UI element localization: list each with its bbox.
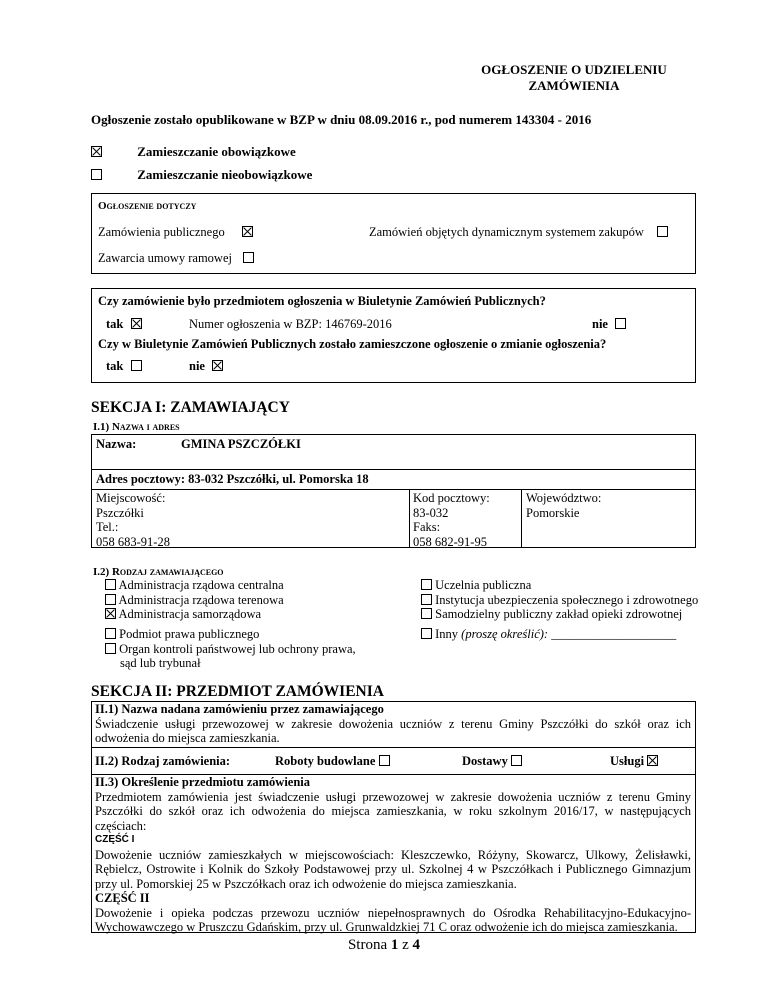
section-1-sub-2: I.2) Rodzaj zamawiającego [93,566,224,578]
other-input[interactable]: ____________________ [551,627,677,641]
checkbox-bzp-q1-tak[interactable] [131,318,142,329]
address-table [91,434,696,548]
bzp-q2-nie-label: nie [189,359,205,373]
bzp-q2-nie [189,359,223,374]
checkbox-type[interactable] [421,594,432,605]
section-2-heading: SEKCJA II: PRZEDMIOT ZAMÓWIENIA [91,683,384,700]
name-value: GMINA PSZCZÓŁKI [181,437,301,451]
page-footer [0,937,768,954]
type-label: Organ kontroli państwowej lub ochrony prawa, [119,641,356,656]
type-other [421,627,676,642]
concerns-box [91,193,696,274]
footer-prefix: Strona [347,937,391,953]
page-title [190,62,768,94]
works-label: Roboty budowlane [275,754,376,768]
checkbox-services[interactable] [647,755,658,766]
ii3-block [95,775,691,935]
type-row [421,593,698,608]
ii2-works [275,754,390,769]
checkbox-framework[interactable] [243,252,254,263]
publication-info: Ogłoszenie zostało opublikowane w BZP w dniu 08.09.2016 r., pod numerem 143304 - 2016 [91,112,592,127]
divider [92,469,695,470]
section-2-table [91,701,696,933]
city-label: Miejscowość: [96,491,166,505]
divider [92,489,695,490]
type-row [105,607,284,622]
ii1-title: II.1) Nazwa nadana zamówieniu przez zamawiającego [95,702,384,716]
bzp-box [91,288,696,383]
concerns-dynamic-label: Zamówień objętych dynamicznym systemem zakupów [369,225,644,239]
checkbox-type[interactable] [105,643,116,654]
type-row [105,578,284,593]
divider [521,489,522,547]
ii2-supplies [462,754,522,769]
checkbox-bzp-q1-nie[interactable] [615,318,626,329]
zip-cell [413,491,490,549]
part-2-heading: CZĘŚĆ II [95,891,150,905]
checkbox-type[interactable] [105,579,116,590]
type-label: sąd lub trybunał [120,656,201,670]
bzp-q1-nie-label: nie [592,317,608,331]
address-value: Adres pocztowy: 83-032 Pszczółki, ul. Pomorska 18 [96,472,369,486]
types-right [421,578,698,622]
city-value: Pszczółki [96,505,144,520]
type-label: Samodzielny publiczny zakład opieki zdrowotnej [435,607,683,621]
other-hint: (proszę określić): [461,627,549,641]
concerns-heading: Ogłoszenie dotyczy [98,200,197,212]
part-2-text: Dowożenie i opieka podczas przewozu uczniów niepełnosprawnych do Ośrodka Rehabilitacyjno-Edukacyjno-Wychowawczego w Pruszczu Gdańskim, przy ul. Grunwaldzkiej 71 C oraz odwożenie ich do miejsca zamieszkania. [95,905,691,934]
voiv-cell [526,491,601,520]
checkbox-bzp-q2-nie[interactable] [212,360,223,371]
concerns-dynamic [369,225,668,240]
bzp-q1-tak [106,317,142,332]
section-1-heading: SEKCJA I: ZAMAWIAJĄCY [91,399,290,416]
placement-optional-label: Zamieszczanie nieobowiązkowe [137,167,313,182]
other-label: Inny [435,627,462,641]
types-left-2 [105,627,356,671]
ii2-label: II.2) Rodzaj zamówienia: [95,754,231,768]
types-left [105,578,284,622]
ii2-services [610,754,658,769]
tel-value: 058 683-91-28 [96,534,170,549]
zip-label: Kod pocztowy: [413,491,490,505]
placement-mandatory-label: Zamieszczanie obowiązkowe [137,144,296,159]
checkbox-public-order[interactable] [242,226,253,237]
type-row [105,642,356,657]
divider [409,489,410,547]
checkbox-works[interactable] [379,755,390,766]
title-line-2: ZAMÓWIENIA [528,78,620,93]
ii3-text: Przedmiotem zamówienia jest świadczenie usługi przewozowej w zakresie dowożenia uczniów z terenu Gminy Pszczółki do szkół oraz ich odwożenia do miejsca zamieszkania, w roku szkolnym 2016/17, w następujących częściach: [95,789,691,833]
type-label: Administracja rządowa terenowa [118,592,284,607]
checkbox-mandatory[interactable] [91,146,102,157]
ii2-row [95,754,693,769]
fax-label: Faks: [413,520,441,534]
checkbox-type[interactable] [105,594,116,605]
bzp-q2-tak [106,359,142,374]
divider [92,747,695,748]
checkbox-optional[interactable] [91,169,102,180]
concerns-framework-label: Zawarcia umowy ramowej [98,251,232,265]
concerns-public [98,225,253,240]
bzp-q2-tak-label: tak [106,359,124,373]
checkbox-other[interactable] [421,628,432,639]
checkbox-supplies[interactable] [511,755,522,766]
city-cell [96,491,170,549]
bzp-q1-nie [592,317,626,332]
bzp-number: Numer ogłoszenia w BZP: 146769-2016 [189,317,392,331]
ii1-block [95,702,691,746]
checkbox-type[interactable] [421,579,432,590]
section-1-sub-1: I.1) Nazwa i adres [93,421,180,433]
footer-mid: z [398,937,413,953]
type-label: Administracja samorządowa [118,607,262,621]
type-label: Uczelnia publiczna [435,578,532,592]
concerns-framework [98,251,254,266]
type-label: Administracja rządowa centralna [118,578,284,592]
checkbox-bzp-q2-tak[interactable] [131,360,142,371]
bzp-question-1: Czy zamówienie było przedmiotem ogłoszenia w Biuletynie Zamówień Publicznych? [98,294,546,308]
checkbox-type[interactable] [105,628,116,639]
type-row [421,607,698,622]
voivodeship-value: Pomorskie [526,505,580,520]
checkbox-dynamic-system[interactable] [657,226,668,237]
part-1-heading: CZĘŚĆ I [95,834,135,845]
voivodeship-label: Województwo: [526,491,602,505]
part-1-text: Dowożenie uczniów zamieszkałych w miejscowościach: Kleszczewko, Różyny, Skowarcz, Ulkowy, Żelisławki, Rębielcz, Ostrowite i Kolnik do Szkoły Podstawowej przy ul. Szkolnej 4 w Pszczółkach i Publicznego Gimnazjum przy ul. Pomorskiej 25 w Pszczółkach oraz ich odwożenie do miejsca zamieszkania. [95,847,691,891]
ii3-title: II.3) Określenie przedmiotu zamówienia [95,775,311,789]
bzp-q1-tak-label: tak [106,317,124,331]
concerns-public-label: Zamówienia publicznego [98,225,225,239]
zip-value: 83-032 [413,505,449,520]
fax-value: 058 682-91-95 [413,534,487,549]
type-row [105,627,356,642]
type-row [421,578,698,593]
type-label: Podmiot prawa publicznego [119,627,260,641]
type-label: Instytucja ubezpieczenia społecznego i zdrowotnego [435,592,699,607]
services-label: Usługi [610,754,645,768]
placement-optional [91,167,312,183]
checkbox-type[interactable] [421,608,432,619]
footer-total: 4 [412,937,421,953]
type-row [105,593,284,608]
placement-mandatory [91,144,296,160]
name-label: Nazwa: [96,437,137,451]
tel-label: Tel.: [96,520,119,534]
supplies-label: Dostawy [462,754,508,768]
bzp-question-2: Czy w Biuletynie Zamówień Publicznych zostało zamieszczone ogłoszenie o zmianie ogłoszenia? [98,337,607,351]
footer-page: 1 [390,937,399,953]
title-line-1: OGŁOSZENIE O UDZIELENIU [481,62,667,77]
ii1-text: Świadczenie usługi przewozowej w zakresie dowożenia uczniów z terenu Gminy Pszczółki do szkół oraz ich odwożenia do miejsca zamieszkania. [95,716,691,745]
checkbox-type[interactable] [105,608,116,619]
